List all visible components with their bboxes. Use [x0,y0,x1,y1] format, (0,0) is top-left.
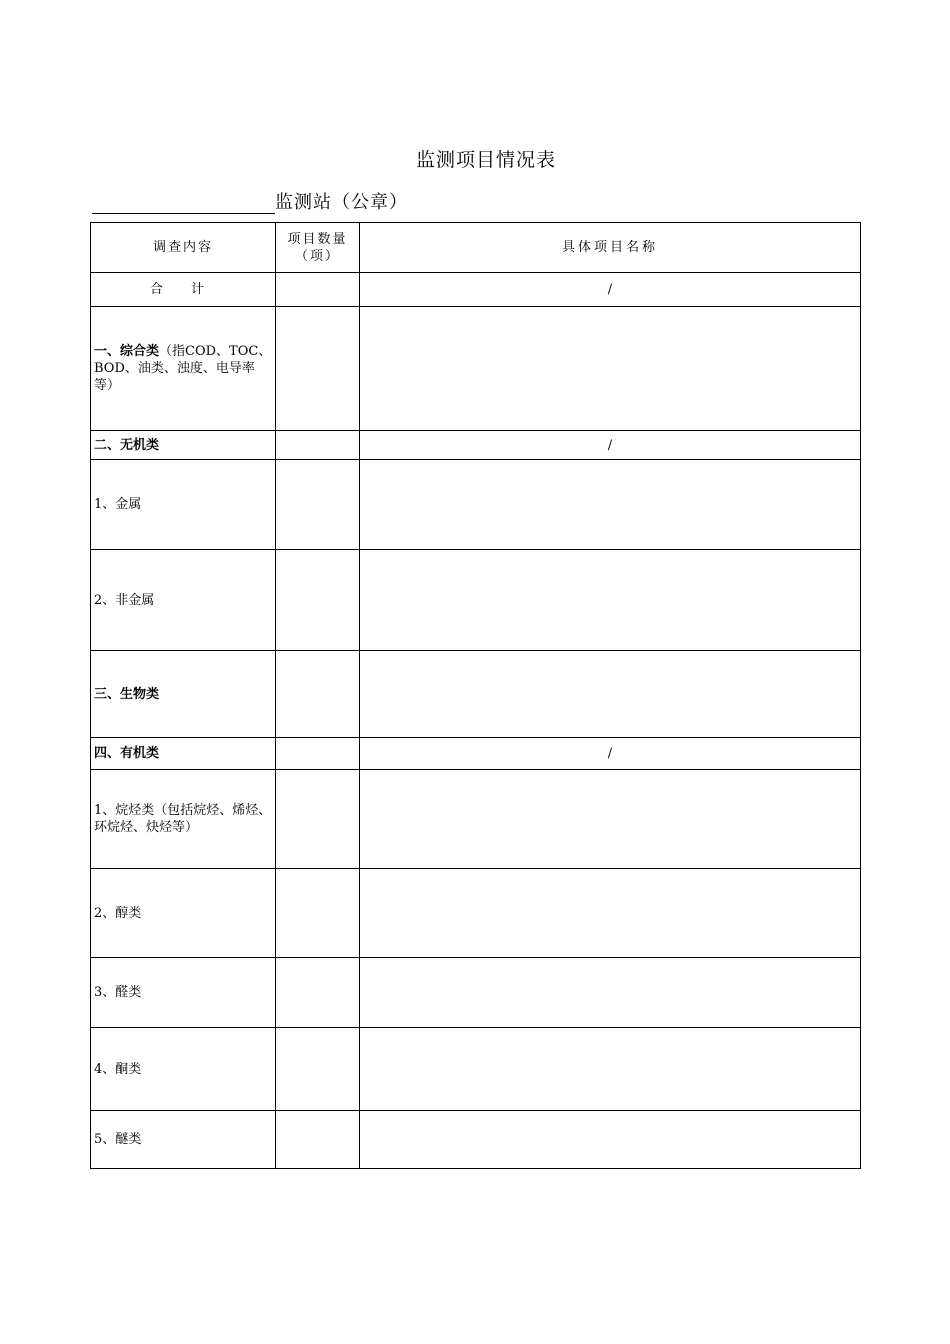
row-label-comprehensive-main: 一、综合类 [94,344,160,359]
row-count-metals[interactable] [276,460,360,550]
row-names-biological[interactable] [360,651,861,738]
table-row [91,1111,861,1169]
row-names-metals[interactable] [360,460,861,550]
row-names-alcohols[interactable] [360,869,861,958]
row-count-aldehydes[interactable] [276,958,360,1028]
station-name-blank[interactable] [92,193,275,214]
row-count-biological[interactable] [276,651,360,738]
station-suffix: 监测站（公章） [275,192,408,213]
table-row [91,273,861,307]
row-label-nonmetals: 2、非金属 [91,550,276,651]
row-label-ketones: 4、酮类 [91,1028,276,1111]
row-count-hydrocarbons[interactable] [276,770,360,869]
table-row [91,1028,861,1111]
table-row [91,738,861,770]
table-row [91,460,861,550]
station-line [92,188,408,214]
row-count-organic[interactable] [276,738,360,770]
row-names-comprehensive[interactable] [360,307,861,431]
header-names: 具体项目名称 [360,223,861,273]
row-names-nonmetals[interactable] [360,550,861,651]
row-count-ketones[interactable] [276,1028,360,1111]
row-names-organic: / [360,738,861,770]
row-count-inorganic[interactable] [276,431,360,460]
row-count-total[interactable] [276,273,360,307]
table-row [91,307,861,431]
row-count-alcohols[interactable] [276,869,360,958]
table-header-row [91,223,861,273]
row-label-biological: 三、生物类 [91,651,276,738]
row-label-aldehydes: 3、醛类 [91,958,276,1028]
table-row [91,958,861,1028]
table-row [91,770,861,869]
row-label-metals: 1、金属 [91,460,276,550]
row-names-total: / [360,273,861,307]
row-names-ethers[interactable] [360,1111,861,1169]
table-row [91,651,861,738]
header-content: 调查内容 [91,223,276,273]
row-label-alcohols: 2、醇类 [91,869,276,958]
table-row [91,869,861,958]
table-row [91,550,861,651]
row-label-inorganic: 二、无机类 [91,431,276,460]
row-count-ethers[interactable] [276,1111,360,1169]
row-label-ethers: 5、醚类 [91,1111,276,1169]
page-title: 监测项目情况表 [415,149,556,171]
row-names-ketones[interactable] [360,1028,861,1111]
row-label-organic: 四、有机类 [91,738,276,770]
row-label-comprehensive [91,307,276,431]
row-names-aldehydes[interactable] [360,958,861,1028]
row-label-total: 合 计 [91,273,276,307]
survey-table [90,222,861,1169]
row-count-nonmetals[interactable] [276,550,360,651]
table-row [91,431,861,460]
header-count: 项目数量（项） [276,223,360,273]
row-names-hydrocarbons[interactable] [360,770,861,869]
row-count-comprehensive[interactable] [276,307,360,431]
row-label-comprehensive-note: （指COD、TOC、BOD、油类、浊度、电导率等） [94,344,272,393]
row-names-inorganic: / [360,431,861,460]
row-label-hydrocarbons: 1、烷烃类（包括烷烃、烯烃、环烷烃、炔烃等） [91,770,276,869]
